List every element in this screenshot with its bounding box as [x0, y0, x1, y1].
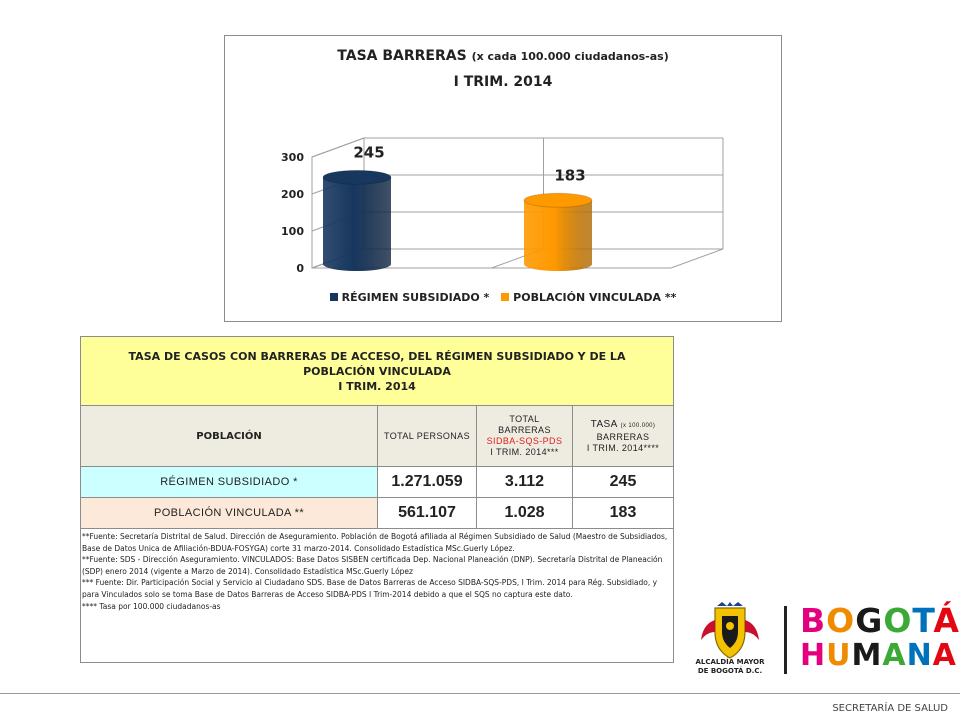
table-header-row [81, 406, 674, 467]
header-barreras-line4: I TRIM. 2014*** [490, 447, 559, 457]
logo-letter: B [800, 601, 827, 640]
row-tasa: 183 [573, 498, 674, 529]
table-row [81, 467, 674, 498]
logo-letter: G [855, 601, 884, 640]
header-tasa-label: TASA [590, 418, 618, 430]
bar-top [524, 193, 592, 207]
y-tick-label: 200 [281, 188, 304, 201]
row-label: POBLACIÓN VINCULADA ** [81, 498, 378, 529]
chart-plot [225, 36, 781, 321]
y-tick-label: 100 [281, 225, 304, 238]
table-title [81, 337, 674, 406]
bogota-logo-word [800, 601, 960, 640]
table-title-line1: TASA DE CASOS CON BARRERAS DE ACCESO, DEL RÉGIMEN SUBSIDIADO Y DE LA [128, 349, 626, 363]
header-barreras-line3: SIDBA-SQS-PDS [486, 436, 563, 446]
note-1: **Fuente: Secretaría Distrital de Salud. Dirección de Aseguramiento. Población de Bogotá afiliada al Régimen Subsidiado de Salud (Maestro de Subsidiados, Base de Datos Unica de Afiliación-BDUA-FOSYGA) corte 31 marzo-2014. Consolidado Estadística MSc.Guerly López. [82, 532, 668, 553]
y-tick-label: 300 [281, 151, 304, 164]
logo-letter: M [851, 638, 883, 673]
coat-of-arms-icon [695, 602, 765, 662]
row-tasa: 245 [573, 467, 674, 498]
chart-title-note: (x cada 100.000 ciudadanos-as) [471, 50, 669, 63]
table-row [81, 498, 674, 529]
logo-letter: H [800, 638, 827, 673]
header-tasa-line3: I TRIM. 2014**** [586, 442, 660, 453]
note-3: *** Fuente: Dir. Participación Social y Servicio al Ciudadano SDS. Base de Datos Barreras de Acceso SIDBA-SQS-PDS, I Trim. 2014 para Rég. Subsidiado, y para Vinculados solo se toma Base de Datos Barreras de Acceso SIDBA-PDS I Trim-2014 debido a que el SQS no captura este dato. [82, 578, 658, 599]
bar-body-tint [524, 200, 592, 271]
table-notes [81, 529, 674, 663]
legend-item-subsidiado [330, 291, 490, 304]
data-label: 183 [554, 166, 586, 185]
logo-letter: O [826, 601, 856, 640]
logo-letter: U [826, 638, 852, 673]
alcaldia-logo-text [680, 658, 780, 676]
row-barreras: 1.028 [477, 498, 573, 529]
logo-letter: T [912, 601, 934, 640]
logo-letter: O [883, 601, 913, 640]
logo-letter: A [882, 638, 907, 673]
legend-swatch-subsidiado [330, 293, 338, 301]
header-tasa-unit: (x 100.000) [620, 422, 656, 429]
table-title-line3: I TRIM. 2014 [338, 379, 416, 393]
bar-subsidiado [323, 170, 391, 271]
note-2: **Fuente: SDS - Dirección Aseguramiento. VINCULADOS: Base Datos SISBEN certificada Dep. Nacional Planeación (DNP). Secretaría Distrital de Planeación (SDP) enero 2014 (vigente a Marzo de 2014). Consolidado Estadística MSc.Guerly López [82, 555, 663, 576]
table-title-line2: POBLACIÓN VINCULADA [303, 364, 451, 378]
y-tick-label: 0 [296, 262, 304, 275]
chart-bars [323, 170, 592, 271]
legend-label-vinculada: POBLACIÓN VINCULADA ** [513, 291, 677, 304]
logo-letter: N [906, 638, 933, 673]
y-axis-ticks [281, 151, 304, 275]
footer-secretaria: SECRETARÍA DE SALUD [832, 703, 948, 714]
legend-swatch-vinculada [501, 293, 509, 301]
chart-subtitle: I TRIM. 2014 [453, 74, 553, 90]
legend-label-subsidiado: RÉGIMEN SUBSIDIADO * [341, 291, 490, 304]
alcaldia-line2: DE BOGOTÁ D.C. [697, 667, 763, 675]
header-barreras-line2: BARRERAS [498, 425, 551, 435]
chart-legend [225, 291, 781, 304]
header-barreras-line1: TOTAL [509, 414, 540, 424]
bar-vinculada [524, 193, 592, 271]
barriers-table [80, 336, 674, 663]
row-label: RÉGIMEN SUBSIDIADO * [81, 467, 378, 498]
humana-logo-word [800, 640, 957, 672]
header-total-personas: TOTAL PERSONAS [378, 406, 477, 467]
footer-divider [0, 693, 960, 694]
logo-divider [784, 606, 787, 674]
header-poblacion: POBLACIÓN [81, 406, 378, 467]
chart-title-text: TASA BARRERAS [337, 48, 467, 64]
header-tasa-line2: BARRERAS [596, 431, 650, 442]
header-tasa [573, 406, 674, 467]
row-total-personas: 1.271.059 [378, 467, 477, 498]
logo-letter: Á [933, 601, 960, 640]
bar-top [323, 170, 391, 184]
bar-body-tint [323, 177, 391, 271]
row-total-personas: 561.107 [378, 498, 477, 529]
logo-letter: A [932, 638, 957, 673]
data-label: 245 [353, 143, 385, 162]
row-barreras: 3.112 [477, 467, 573, 498]
chart-panel [224, 35, 782, 322]
alcaldia-line1: ALCALDÍA MAYOR [695, 658, 765, 666]
legend-item-vinculada [501, 291, 676, 304]
header-total-barreras [477, 406, 573, 467]
note-4: **** Tasa por 100.000 ciudadanos-as [82, 601, 221, 611]
